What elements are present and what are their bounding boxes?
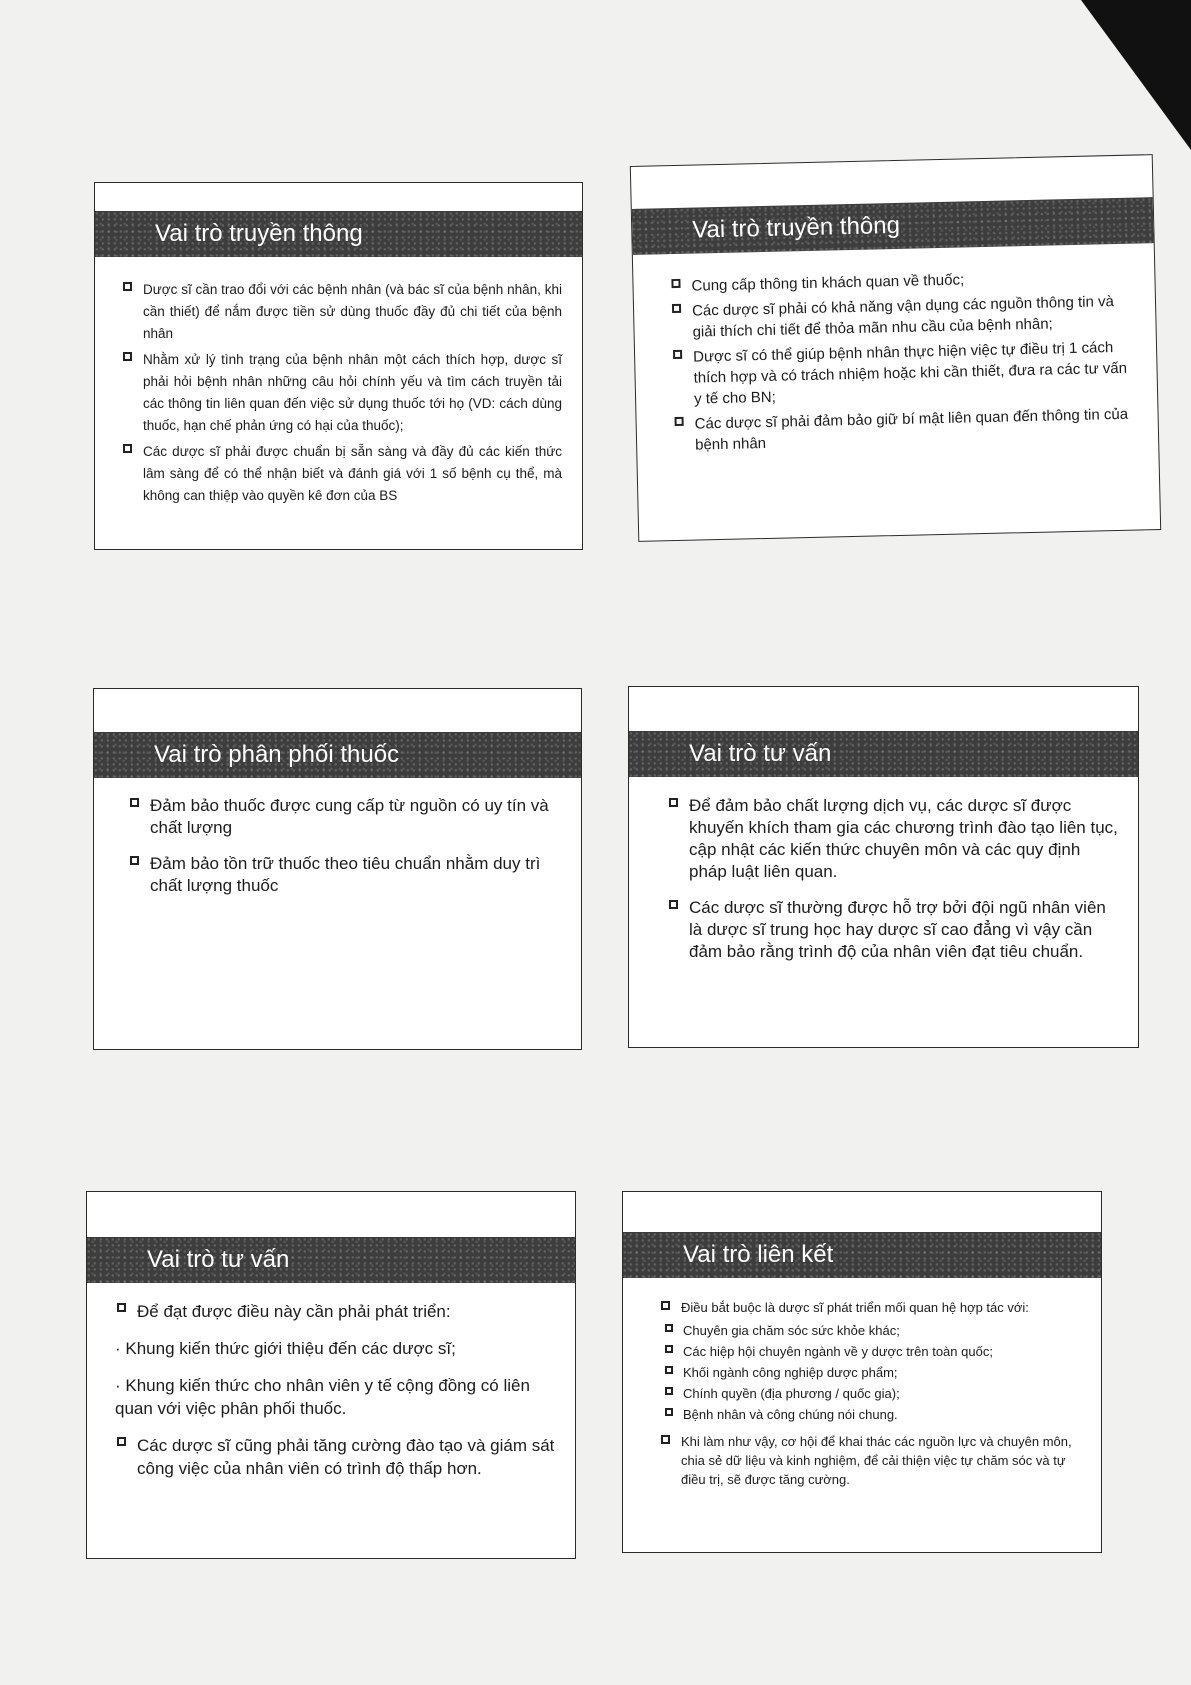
- list-item: Khi làm như vậy, cơ hội để khai thác các nguồn lực và chuyên môn, chia sẻ dữ liệu và kinh nghiệm, để cải thiện việc tự chăm sóc và tự điều trị, sẽ được tăng cường.: [661, 1432, 1087, 1489]
- square-bullet-icon: [665, 1408, 673, 1416]
- list-item: Để đạt được điều này cần phải phát triển:: [117, 1300, 555, 1323]
- square-bullet-icon: [123, 282, 132, 291]
- slide-body: [130, 795, 561, 911]
- sub-list-item: Khối ngành công nghiệp dược phẩm;: [661, 1363, 1087, 1382]
- list-item: Cung cấp thông tin khách quan về thuốc;: [671, 266, 1134, 297]
- slide-title: Vai trò truyền thông: [632, 197, 1154, 255]
- square-bullet-icon: [123, 352, 132, 361]
- sub-list-item: Các hiệp hội chuyên ngành về y dược trên toàn quốc;: [661, 1342, 1087, 1361]
- slide-consulting-1: [628, 686, 1139, 1048]
- slide-consulting-2: [86, 1191, 576, 1559]
- list-item: Các dược sĩ thường được hỗ trợ bởi đội ngũ nhân viên là dược sĩ trung học hay dược sĩ cao đẳng vì vậy cần đảm bảo rằng trình độ của nhân viên đạt tiêu chuẩn.: [669, 897, 1118, 963]
- square-bullet-icon: [671, 279, 680, 288]
- slide-title: Vai trò liên kết: [623, 1232, 1101, 1278]
- list-item: Các dược sĩ cũng phải tăng cường đào tạo và giám sát công việc của nhân viên có trình độ thấp hơn.: [117, 1434, 555, 1480]
- square-bullet-icon: [117, 1437, 126, 1446]
- dash-item: · Khung kiến thức giới thiệu đến các dược sĩ;: [115, 1339, 456, 1358]
- slide-title: Vai trò phân phối thuốc: [94, 732, 581, 778]
- slide-body: [669, 795, 1118, 977]
- square-bullet-icon: [672, 304, 681, 313]
- slide-title: Vai trò tư vấn: [629, 731, 1138, 777]
- square-bullet-icon: [130, 798, 139, 807]
- list-item: Nhằm xử lý tình trạng của bệnh nhân một cách thích hợp, dược sĩ phải hỏi bệnh nhân những câu hỏi chính yếu và tìm cách truyền tải các thông tin liên quan đến việc sử dụng thuốc tới họ (VD: cách dùng thuốc, hạn chế phản ứng có hại của thuốc);: [123, 349, 562, 437]
- slide-communication-1: [94, 182, 583, 550]
- slide-distribution: [93, 688, 582, 1050]
- list-item: Đảm bảo thuốc được cung cấp từ nguồn có uy tín và chất lượng: [130, 795, 561, 839]
- list-item: Dược sĩ cần trao đổi với các bệnh nhân (và bác sĩ của bệnh nhân, khi cần thiết) để nắm được tiền sử dùng thuốc đầy đủ chi tiết của bệnh nhân: [123, 279, 562, 345]
- list-item: Dược sĩ có thể giúp bệnh nhân thực hiện việc tự điều trị 1 cách thích hợp và có trách nhiệm hoặc khi cần thiết, đưa ra các tư vấn y tế cho BN;: [673, 337, 1137, 410]
- square-bullet-icon: [661, 1301, 670, 1310]
- square-bullet-icon: [673, 350, 682, 359]
- slide-communication-2: [630, 154, 1161, 542]
- list-item: Các dược sĩ phải có khả năng vận dụng các nguồn thông tin và giải thích chi tiết để thỏa mãn nhu cầu của bệnh nhân;: [672, 291, 1136, 343]
- dash-item: · Khung kiến thức cho nhân viên y tế cộng đồng có liên quan với việc phân phối thuốc.: [115, 1376, 530, 1418]
- scan-corner-shadow: [1081, 0, 1191, 150]
- square-bullet-icon: [675, 417, 684, 426]
- slide-title: Vai trò tư vấn: [87, 1237, 575, 1283]
- square-bullet-icon: [665, 1324, 673, 1332]
- slide-linkage: [622, 1191, 1102, 1553]
- slide-title: Vai trò truyền thông: [95, 211, 582, 257]
- square-bullet-icon: [665, 1345, 673, 1353]
- sub-list-item: Chuyên gia chăm sóc sức khỏe khác;: [661, 1321, 1087, 1340]
- slide-body: [123, 279, 562, 511]
- list-item: Điều bắt buộc là dược sĩ phát triển mối quan hệ hợp tác với:: [661, 1298, 1087, 1317]
- list-item: Để đảm bảo chất lượng dịch vụ, các dược sĩ được khuyến khích tham gia các chương trình đào tạo liên tục, cập nhật các kiến thức chuyên môn và các quy định pháp luật liên quan.: [669, 795, 1118, 883]
- square-bullet-icon: [130, 856, 139, 865]
- square-bullet-icon: [665, 1366, 673, 1374]
- square-bullet-icon: [123, 444, 132, 453]
- list-item: Các dược sĩ phải được chuẩn bị sẵn sàng và đầy đủ các kiến thức lâm sàng để có thể nhận biết và đánh giá với 1 số bệnh cụ thể, mà không can thiệp vào quyền kê đơn của BS: [123, 441, 562, 507]
- sub-list-item: Chính quyền (địa phương / quốc gia);: [661, 1384, 1087, 1403]
- square-bullet-icon: [665, 1387, 673, 1395]
- list-item: Các dược sĩ phải đảm bảo giữ bí mật liên quan đến thông tin của bệnh nhân: [674, 404, 1138, 456]
- slide-body: [671, 266, 1138, 460]
- sub-list-item: Bệnh nhân và công chúng nói chung.: [661, 1405, 1087, 1424]
- slide-body: [117, 1300, 555, 1494]
- square-bullet-icon: [669, 900, 678, 909]
- list-item: Đảm bảo tồn trữ thuốc theo tiêu chuẩn nhằm duy trì chất lượng thuốc: [130, 853, 561, 897]
- slide-body: [661, 1298, 1087, 1493]
- square-bullet-icon: [117, 1303, 126, 1312]
- square-bullet-icon: [669, 798, 678, 807]
- square-bullet-icon: [661, 1435, 670, 1444]
